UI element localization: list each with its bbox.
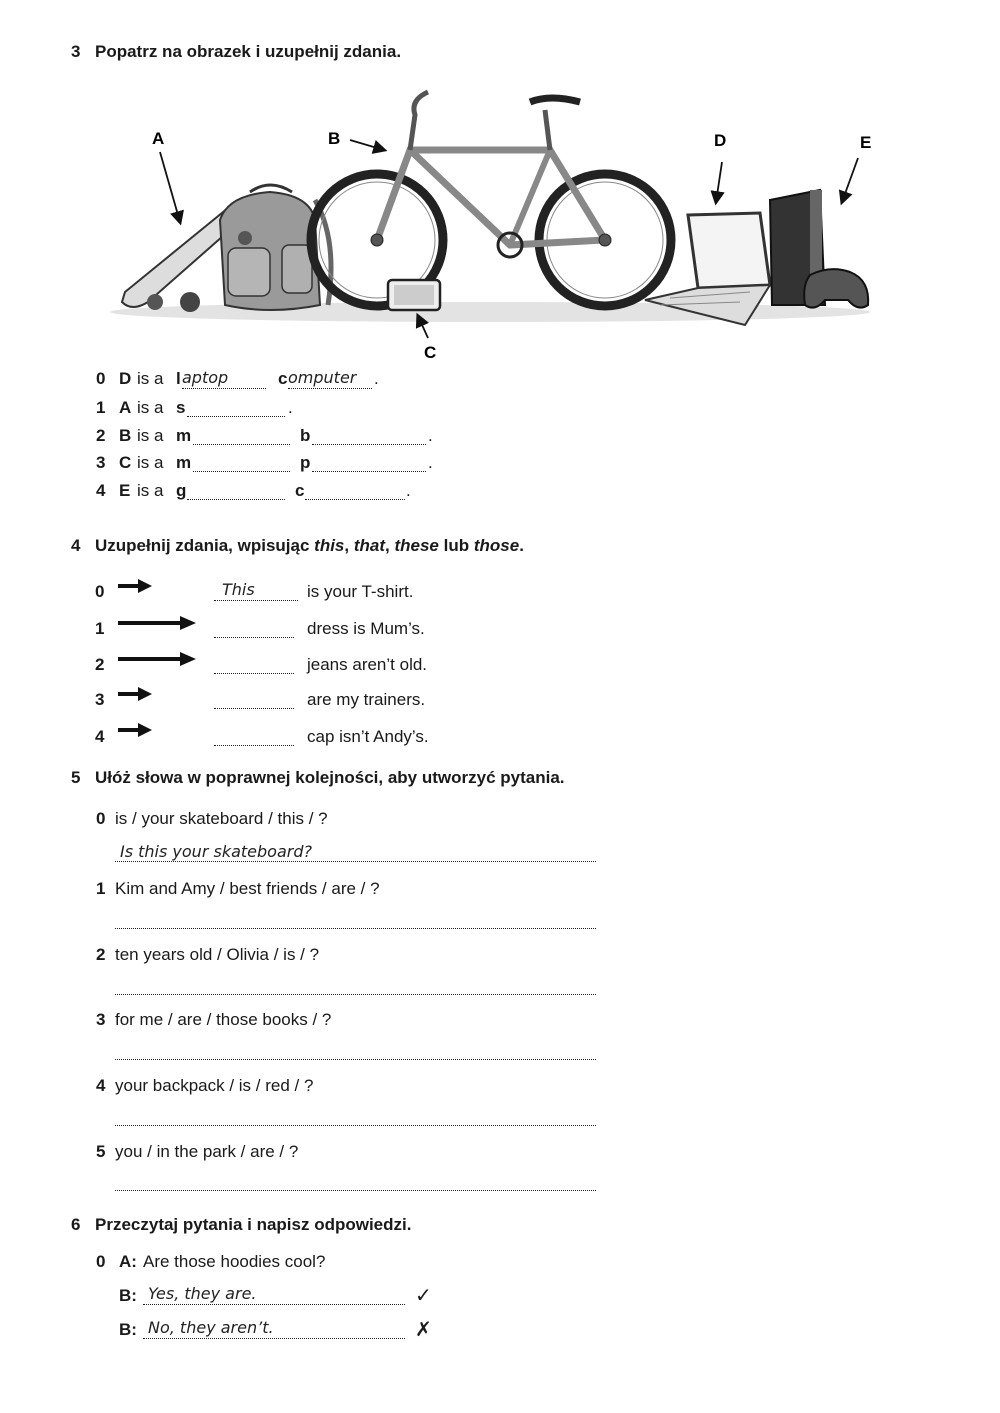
- item-number: 2: [96, 426, 106, 445]
- item-number: 0: [96, 809, 106, 828]
- filled-answer: This: [222, 580, 255, 599]
- item-number: 2: [95, 655, 105, 674]
- mobile-phone-icon: [388, 280, 440, 310]
- second-letter: b: [300, 426, 311, 445]
- answer-line[interactable]: [193, 471, 290, 472]
- first-letter: l: [176, 369, 181, 388]
- sentence-text: cap isn’t Andy’s.: [307, 727, 429, 746]
- period: .: [406, 481, 411, 500]
- item-number: 3: [96, 453, 106, 472]
- item-letter: E: [119, 481, 131, 500]
- answer-line[interactable]: [214, 637, 294, 638]
- answer-line[interactable]: [187, 499, 285, 500]
- item-number: 0: [96, 369, 106, 388]
- first-letter: m: [176, 426, 192, 445]
- item-letter: B: [119, 426, 132, 445]
- ex3-number: 3: [71, 42, 81, 61]
- answer-line[interactable]: [115, 1190, 596, 1191]
- items-illustration: [110, 80, 890, 365]
- item-number: 0: [95, 582, 105, 601]
- second-letter: p: [300, 453, 311, 472]
- ex4-title: [95, 536, 524, 556]
- label-e: E: [860, 133, 872, 152]
- period: .: [519, 536, 524, 555]
- answer-line[interactable]: [115, 928, 596, 929]
- speaker-a-label: A:: [119, 1252, 137, 1271]
- games-console-icon: [770, 190, 868, 308]
- item-number: 4: [96, 481, 106, 500]
- answer-line[interactable]: [143, 1338, 405, 1339]
- word-those: those: [473, 536, 520, 555]
- first-letter: s: [176, 398, 186, 417]
- speaker-b-label: B:: [119, 1286, 137, 1305]
- word-lub: lub: [438, 536, 474, 555]
- item-is-a: is a: [137, 369, 164, 388]
- word-prompt: you / in the park / are / ?: [115, 1142, 299, 1161]
- answer-line[interactable]: [312, 444, 426, 445]
- answer-line[interactable]: [312, 471, 426, 472]
- item-is-a: is a: [137, 398, 164, 417]
- question-text: Are those hoodies cool?: [143, 1252, 326, 1271]
- filled-answer: aptop: [182, 368, 229, 387]
- tick-icon: ✓: [415, 1285, 432, 1307]
- sentence-text: dress is Mum’s.: [307, 619, 425, 638]
- word-that: that: [353, 536, 386, 555]
- answer-line[interactable]: [187, 416, 285, 417]
- item-letter: A: [119, 398, 132, 417]
- word-prompt: for me / are / those books / ?: [115, 1010, 332, 1029]
- period: .: [428, 453, 433, 472]
- item-number: 4: [96, 1076, 106, 1095]
- period: .: [374, 369, 379, 388]
- short-arrow-icon: [118, 685, 154, 703]
- cross-icon: ✗: [415, 1319, 432, 1341]
- word-prompt: Kim and Amy / best friends / are / ?: [115, 879, 380, 898]
- answer-line[interactable]: [214, 745, 294, 746]
- ex5-title: Ułóż słowa w poprawnej kolejności, aby utworzyć pytania.: [95, 768, 565, 787]
- separator: ,: [344, 536, 354, 555]
- period: .: [428, 426, 433, 445]
- first-letter: g: [176, 481, 187, 500]
- answer-line[interactable]: [115, 1059, 596, 1060]
- item-letter: C: [119, 453, 132, 472]
- item-is-a: is a: [137, 481, 164, 500]
- bicycle-icon: [311, 92, 671, 306]
- filled-answer: omputer: [288, 368, 357, 387]
- item-number: 1: [96, 879, 106, 898]
- filled-answer: Yes, they are.: [148, 1284, 257, 1303]
- ex4-title-text: Uzupełnij zdania, wpisując: [95, 536, 315, 555]
- first-letter: m: [176, 453, 192, 472]
- item-number: 0: [96, 1252, 106, 1271]
- long-arrow-icon: [118, 614, 198, 632]
- answer-line[interactable]: [143, 1304, 405, 1305]
- ex4-number: 4: [71, 536, 81, 555]
- item-number: 1: [96, 398, 106, 417]
- answer-line[interactable]: [214, 600, 298, 601]
- second-letter: c: [278, 369, 288, 388]
- answer-line[interactable]: [182, 388, 266, 389]
- answer-line[interactable]: [193, 444, 290, 445]
- answer-line[interactable]: [115, 861, 596, 862]
- short-arrow-icon: [118, 577, 154, 595]
- filled-answer: Is this your skateboard?: [120, 842, 312, 861]
- word-prompt: your backpack / is / red / ?: [115, 1076, 314, 1095]
- item-letter: D: [119, 369, 132, 388]
- sentence-text: are my trainers.: [307, 690, 426, 709]
- item-number: 1: [95, 619, 105, 638]
- answer-line[interactable]: [288, 388, 372, 389]
- separator: ,: [385, 536, 395, 555]
- item-number: 3: [96, 1010, 106, 1029]
- ex3-title: Popatrz na obrazek i uzupełnij zdania.: [95, 42, 402, 61]
- answer-line[interactable]: [214, 673, 294, 674]
- label-d: D: [714, 131, 727, 150]
- word-prompt: ten years old / Olivia / is / ?: [115, 945, 320, 964]
- ex6-title: Przeczytaj pytania i napisz odpowiedzi.: [95, 1215, 412, 1234]
- answer-line[interactable]: [115, 1125, 596, 1126]
- speaker-b-label: B:: [119, 1320, 137, 1339]
- ex6-number: 6: [71, 1215, 81, 1234]
- period: .: [288, 398, 293, 417]
- long-arrow-icon: [118, 650, 198, 668]
- item-is-a: is a: [137, 453, 164, 472]
- filled-answer: No, they aren’t.: [148, 1318, 274, 1337]
- item-number: 3: [95, 690, 105, 709]
- short-arrow-icon: [118, 721, 154, 739]
- label-a: A: [152, 129, 165, 148]
- word-these: these: [394, 536, 439, 555]
- answer-line[interactable]: [214, 708, 294, 709]
- answer-line[interactable]: [115, 994, 596, 995]
- item-is-a: is a: [137, 426, 164, 445]
- label-c: C: [424, 343, 437, 362]
- sentence-text: jeans aren’t old.: [307, 655, 428, 674]
- answer-line[interactable]: [305, 499, 405, 500]
- ex5-number: 5: [71, 768, 81, 787]
- item-number: 4: [95, 727, 105, 746]
- word-this: this: [314, 536, 345, 555]
- label-b: B: [328, 129, 341, 148]
- item-number: 2: [96, 945, 106, 964]
- item-number: 5: [96, 1142, 106, 1161]
- sentence-text: is your T-shirt.: [307, 582, 414, 601]
- word-prompt: is / your skateboard / this / ?: [115, 809, 328, 828]
- second-letter: c: [295, 481, 305, 500]
